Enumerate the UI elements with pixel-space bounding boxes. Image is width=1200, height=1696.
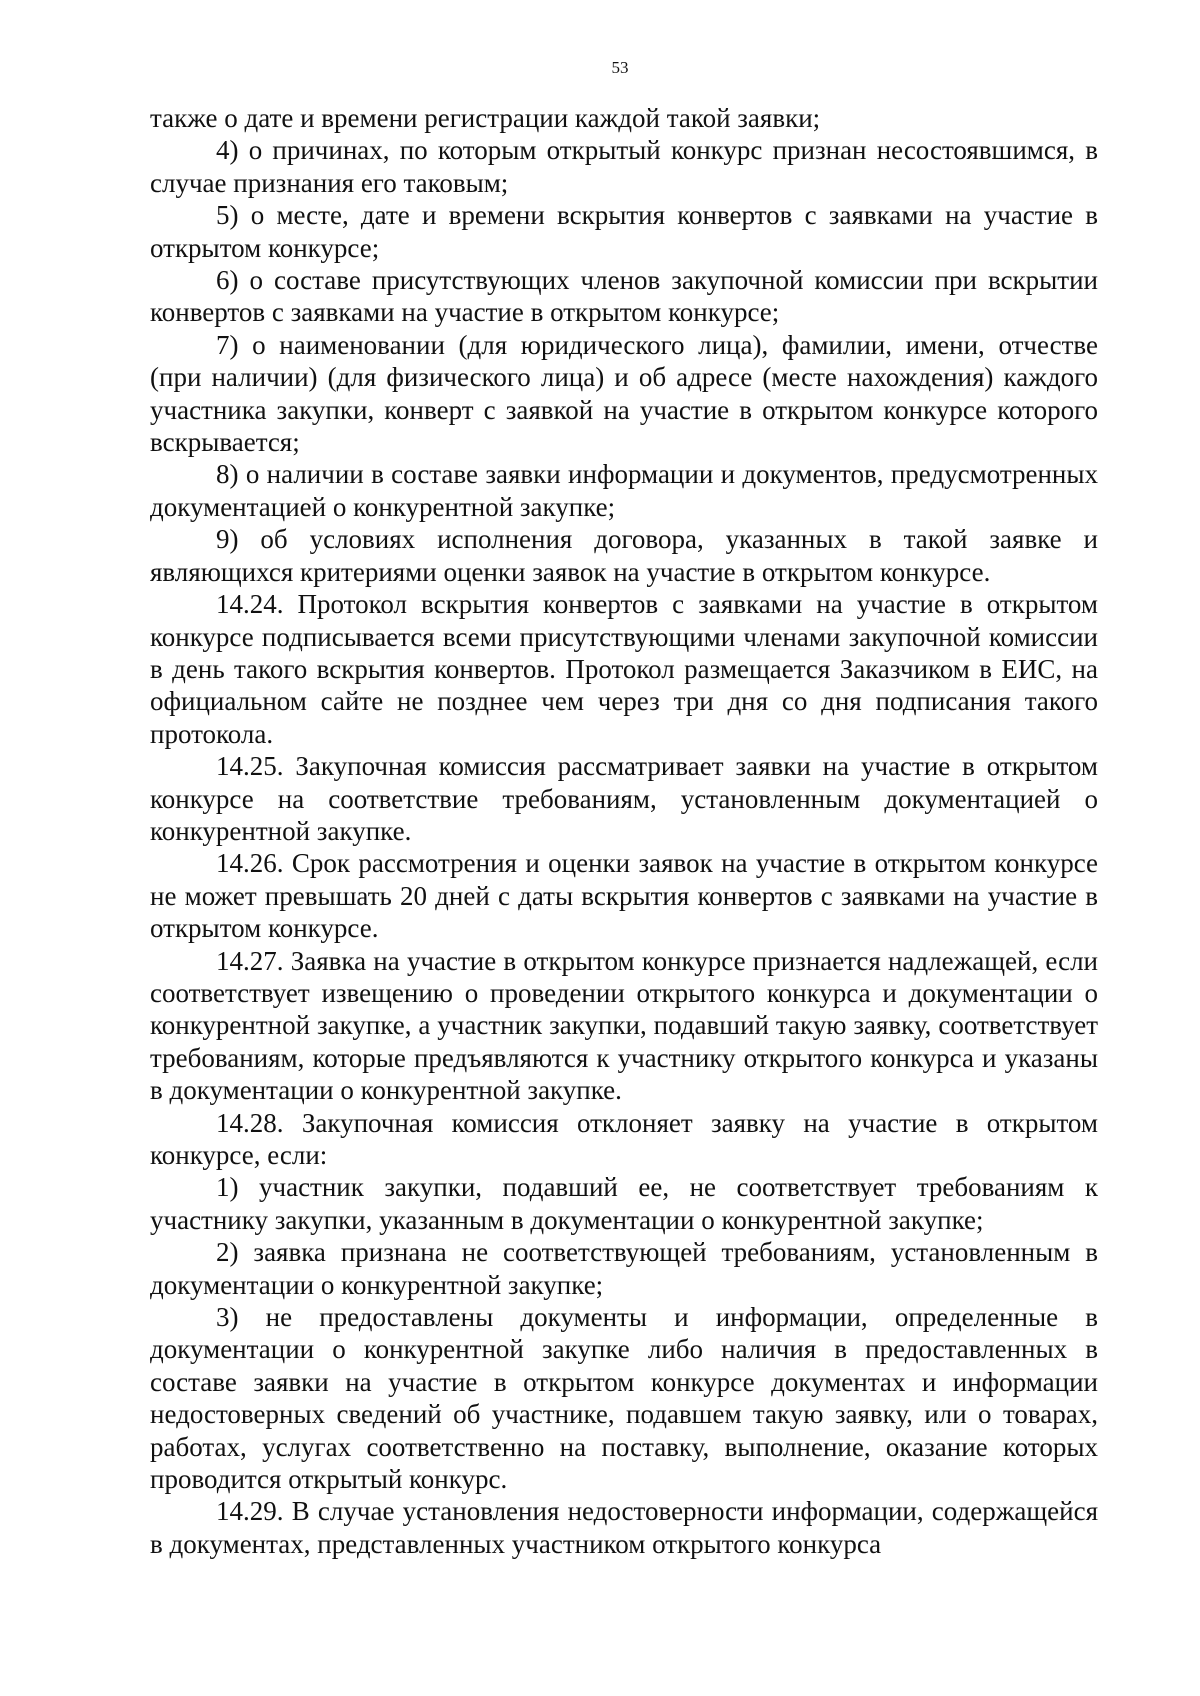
clause-14-27: 14.27. Заявка на участие в открытом конкурсе признается надлежащей, если соответствует извещению о проведении открытого конкурса и документации о конкурентной закупке, а участник закупки, подавший такую заявку, соответствует требованиям, которые предъявляются к участнику открытого конкурса и указаны в документации о конкурентной закупке. <box>150 945 1098 1106</box>
list-item-8: 8) о наличии в составе заявки информации и документов, предусмотренных документацией о конкурентной закупке; <box>150 459 1098 522</box>
reject-condition-2: 2) заявка признана не соответствующей требованиям, установленным в документации о конкурентной закупке; <box>150 1237 1098 1300</box>
clause-14-29: 14.29. В случае установления недостоверности информации, содержащейся в документах, представленных участником открытого конкурса <box>150 1496 1098 1559</box>
clause-14-26: 14.26. Срок рассмотрения и оценки заявок на участие в открытом конкурсе не может превышать 20 дней с даты вскрытия конвертов с заявками на участие в открытом конкурсе. <box>150 848 1098 944</box>
list-item-7: 7) о наименовании (для юридического лица), фамилии, имени, отчестве (при наличии) (для физического лица) и об адресе (месте нахождения) каждого участника закупки, конверт с заявкой на участие в открытом конкурсе которого вскрывается; <box>150 329 1098 458</box>
paragraph-continuation: также о дате и времени регистрации каждой такой заявки; <box>150 103 821 133</box>
list-item-4: 4) о причинах, по которым открытый конкурс признан несостоявшимся, в случае признания его таковым; <box>150 135 1098 198</box>
clause-14-28: 14.28. Закупочная комиссия отклоняет заявку на участие в открытом конкурсе, если: <box>150 1107 1098 1170</box>
list-item-6: 6) о составе присутствующих членов закупочной комиссии при вскрытии конвертов с заявками на участие в открытом конкурсе; <box>150 265 1098 328</box>
list-item-5: 5) о месте, дате и времени вскрытия конвертов с заявками на участие в открытом конкурсе; <box>150 200 1098 263</box>
clause-14-24: 14.24. Протокол вскрытия конвертов с заявками на участие в открытом конкурсе подписывается всеми присутствующими членами закупочной комиссии в день такого вскрытия конвертов. Протокол размещается Заказчиком в ЕИС, на официальном сайте не позднее чем через три дня со дня подписания такого протокола. <box>150 589 1098 749</box>
clause-14-25: 14.25. Закупочная комиссия рассматривает заявки на участие в открытом конкурсе на соответствие требованиям, установленным документацией о конкурентной закупке. <box>150 751 1098 846</box>
reject-condition-1: 1) участник закупки, подавший ее, не соответствует требованиям к участнику закупки, указанным в документации о конкурентной закупке; <box>150 1172 1098 1235</box>
reject-condition-3: 3) не предоставлены документы и информации, определенные в документации о конкурентной закупке либо наличия в предоставленных в составе заявки на участие в открытом конкурсе документах и информации недостоверных сведений об участнике, подавшем такую заявку, или о товарах, работах, услугах соответственно на поставку, выполнение, оказание которых проводится открытый конкурс. <box>150 1302 1098 1495</box>
page-number: 53 <box>611 58 629 77</box>
document-body <box>150 102 1098 1560</box>
list-item-9: 9) об условиях исполнения договора, указанных в такой заявке и являющихся критериями оценки заявок на участие в открытом конкурсе. <box>150 524 1098 587</box>
